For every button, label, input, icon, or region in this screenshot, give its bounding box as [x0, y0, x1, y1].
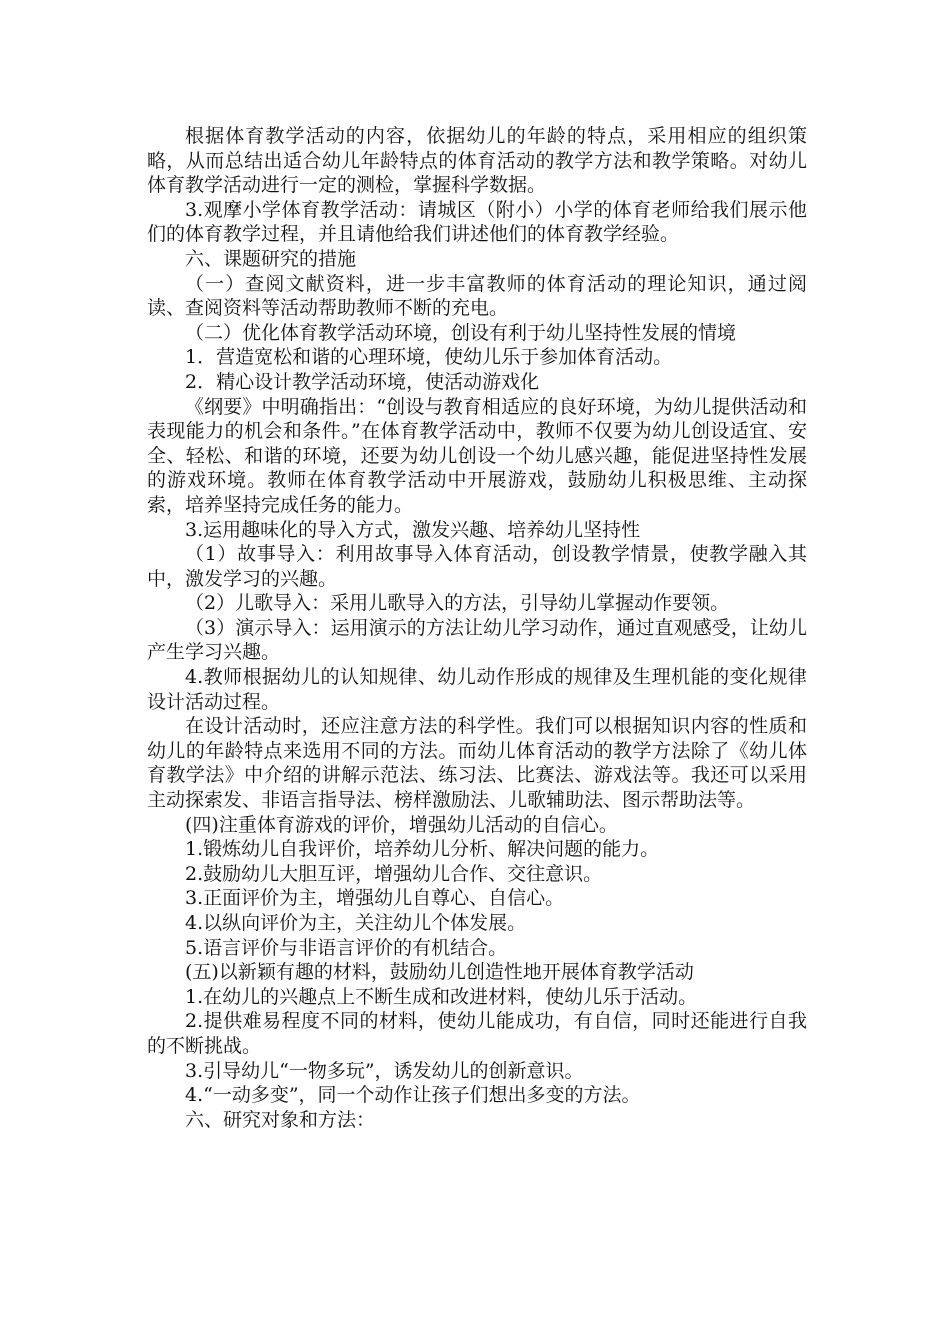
section-heading: 六、研究对象和方法： — [185, 1108, 376, 1131]
list-item: 4.教师根据幼儿的认知规律、幼儿动作形成的规律及生理机能的变化规律设计活动过程。 — [147, 666, 807, 713]
paragraph: 在设计活动时，还应注意方法的科学性。我们可以根据知识内容的性质和幼儿的年龄特点来选用不同的方法。而幼儿体育活动的教学方法除了《幼儿体育教学法》中介绍的讲解示范法、练习法、比赛法、游戏法等。我还可以采用主动探索发、非语言指导法、榜样激励法、儿歌辅助法、图示帮助法等。 — [147, 715, 807, 812]
list-item: 3.引导幼儿“一物多玩”，诱发幼儿的创新意识。 — [185, 1059, 584, 1082]
list-item: 1.在幼儿的兴趣点上不断生成和改进材料，使幼儿乐于活动。 — [185, 985, 698, 1008]
list-item: 2．精心设计教学活动环境，使活动游戏化 — [185, 370, 540, 393]
list-item: 2.鼓励幼儿大胆互评，增强幼儿合作、交往意识。 — [185, 862, 603, 885]
list-item: 1.锻炼幼儿自我评价，培养幼儿分析、解决问题的能力。 — [185, 838, 660, 861]
paragraph: 《纲要》中明确指出：“创设与教育相适应的良好环境，为幼儿提供活动和表现能力的机会和条件。”在体育教学活动中，教师不仅要为幼儿创设适宜、安全、轻松、和谐的环境，还要为幼儿创设一个幼儿感兴趣，能促进坚持性发展的游戏环境。教师在体育教学活动中开展游戏，鼓励幼儿积极思维、主动探索，培养坚持完成任务的能力。 — [147, 395, 807, 516]
paragraph: (四)注重体育游戏的评价，增强幼儿活动的自信心。 — [185, 813, 618, 836]
list-item: （2）儿歌导入：采用儿歌导入的方法，引导幼儿掌握动作要领。 — [185, 592, 730, 615]
section-heading: 六、课题研究的措施 — [185, 247, 357, 270]
list-item: 5.语言评价与非语言评价的有机结合。 — [185, 936, 508, 959]
paragraph: （一）查阅文献资料，进一步丰富教师的体育活动的理论知识，通过阅读、查阅资料等活动帮助教师不断的充电。 — [147, 272, 807, 320]
list-item: 4.以纵向评价为主，关注幼儿个体发展。 — [185, 912, 527, 934]
list-item: （3）演示导入：运用演示的方法让幼儿学习动作，通过直观感受，让幼儿产生学习兴趣。 — [147, 616, 807, 664]
list-item: （1）故事导入：利用故事导入体育活动，创设教学情景，使教学融入其中，激发学习的兴趣。 — [147, 543, 807, 590]
list-item: 4.“一动多变”，同一个动作让孩子们想出多变的方法。 — [185, 1084, 641, 1107]
list-item: 1．营造宽松和谐的心理环境，使幼儿乐于参加体育活动。 — [185, 346, 673, 369]
list-item: 2.提供难易程度不同的材料，使幼儿能成功，有自信，同时还能进行自我的不断挑战。 — [147, 1010, 807, 1057]
paragraph: （二）优化体育教学活动环境，创设有利于幼儿坚持性发展的情境 — [185, 321, 737, 344]
document-body — [147, 124, 807, 1132]
list-item: 3.运用趣味化的导入方式，激发兴趣、培养幼儿坚持性 — [185, 518, 641, 541]
paragraph: 根据体育教学活动的内容，依据幼儿的年龄的特点，采用相应的组织策略，从而总结出适合幼儿年龄特点的体育活动的教学方法和教学策略。对幼儿体育教学活动进行一定的测检，掌握科学数据。 — [147, 125, 807, 197]
paragraph: (五)以新颖有趣的材料，鼓励幼儿创造性地开展体育教学活动 — [185, 961, 694, 984]
paragraph: 3.观摩小学体育教学活动：请城区（附小）小学的体育老师给我们展示他们的体育教学过程，并且请他给我们讲述他们的体育教学经验。 — [147, 198, 807, 246]
list-item: 3.正面评价为主，增强幼儿自尊心、自信心。 — [185, 887, 565, 910]
